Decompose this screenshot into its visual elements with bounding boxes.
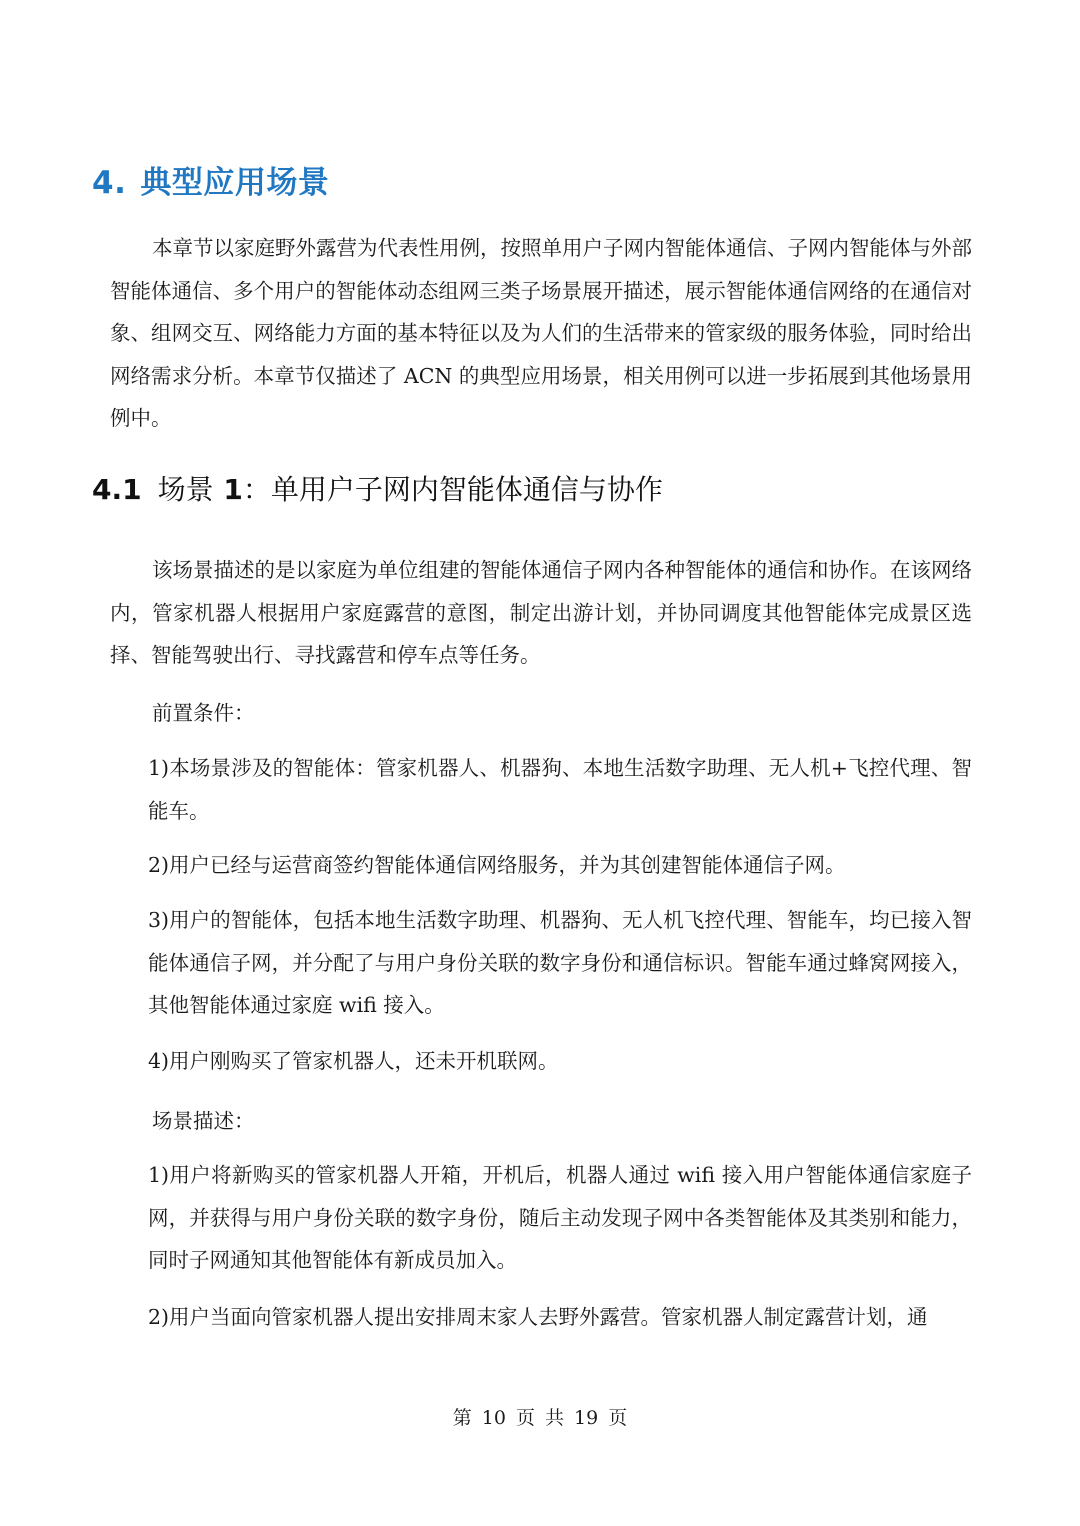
precondition-item: 4)用户刚购买了管家机器人，还未开机联网。 [148,1049,559,1073]
scenario-step: 2)用户当面向管家机器人提出安排周末家人去野外露营。管家机器人制定露营计划，通 [148,1305,928,1329]
scene-number: 1 [223,473,243,506]
chapter-title [92,158,329,208]
scene-label: 场景 [157,473,214,506]
section-title [92,467,663,513]
section-description: 该场景描述的是以家庭为单位组建的智能体通信子网内各种智能体的通信和协作。在该网络内，管家机器人根据用户家庭露营的意图，制定出游计划，并协同调度其他智能体完成景区选择、智能驾驶出行、寻找露营和停车点等任务。 [110,558,972,667]
chapter-number: 4. [92,165,127,201]
section-number: 4.1 [92,473,142,506]
chapter-title-text: 典型应用场景 [140,165,330,201]
precondition-item: 2)用户已经与运营商签约智能体通信网络服务，并为其创建智能体通信子网。 [148,853,846,877]
precondition-item: 1)本场景涉及的智能体：管家机器人、机器狗、本地生活数字助理、无人机+飞控代理、智能车。 [148,756,972,823]
section-title-text: ：单用户子网内智能体通信与协作 [242,473,663,506]
scenario-heading: 场景描述： [152,1109,255,1133]
chapter-intro-paragraph: 本章节以家庭野外露营为代表性用例，按照单用户子网内智能体通信、子网内智能体与外部智能体通信、多个用户的智能体动态组网三类子场景展开描述，展示智能体通信网络的在通信对象、组网交互、网络能力方面的基本特征以及为人们的生活带来的管家级的服务体验，同时给出网络需求分析。本章节仅描述了 ACN 的典型应用场景，相关用例可以进一步拓展到其他场景用例中。 [110,236,972,430]
scenario-step: 1)用户将新购买的管家机器人开箱，开机后，机器人通过 wifi 接入用户智能体通信家庭子网，并获得与用户身份关联的数字身份，随后主动发现子网中各类智能体及其类别和能力，同时子网通知其他智能体有新成员加入。 [148,1163,972,1272]
preconditions-heading: 前置条件： [152,701,255,725]
page-footer: 第 10 页 共 19 页 [452,1407,628,1429]
precondition-item: 3)用户的智能体，包括本地生活数字助理、机器狗、无人机飞控代理、智能车，均已接入智能体通信子网，并分配了与用户身份关联的数字身份和通信标识。智能车通过蜂窝网接入，其他智能体通过家庭 wifi 接入。 [148,908,972,1017]
